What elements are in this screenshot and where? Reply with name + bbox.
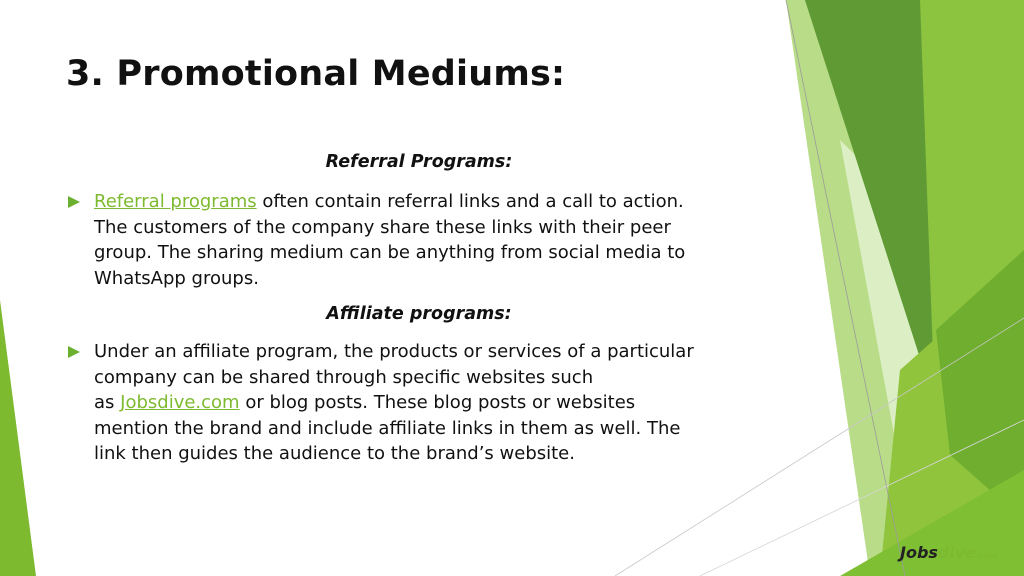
paragraph-line (94, 390, 794, 416)
referral-programs-link[interactable]: Referral programs (94, 191, 257, 212)
affiliate-paragraph (94, 339, 794, 467)
left-green-shape (0, 300, 36, 576)
referral-paragraph (94, 189, 794, 291)
triangle-bullet-icon (66, 194, 82, 210)
paragraph-line: company can be shared through specific websites such (94, 366, 594, 388)
triangle-bullet-icon (66, 344, 82, 360)
paragraph-line: link then guides the audience to the brand’s website. (94, 443, 575, 464)
logo-part-com: .com (976, 551, 998, 560)
slide-title: 3. Promotional Mediums: (66, 54, 566, 94)
paragraph-line: Under an affiliate program, the products or services of a particular (94, 341, 694, 362)
jobsdive-link[interactable]: Jobsdive.com (120, 392, 240, 413)
paragraph-line: group. The sharing medium can be anything from social media to (94, 242, 686, 263)
logo-part-jobs: Jobs (900, 543, 938, 562)
paragraph-line: mention the brand and include affiliate links in them as well. The (94, 417, 681, 439)
paragraph-line: The customers of the company share these links with their peer (94, 216, 671, 238)
section-heading-referral: Referral Programs: (325, 152, 513, 172)
line-text: often contain referral links and a call to action. (256, 191, 684, 212)
line-text: as (94, 392, 121, 413)
logo-part-dive: dive (937, 543, 977, 562)
jobsdive-logo (900, 543, 998, 562)
section-heading-affiliate: Affiliate programs: (326, 304, 512, 324)
paragraph-line (94, 189, 794, 215)
paragraph-line: WhatsApp groups. (94, 267, 259, 289)
line-text: or blog posts. These blog posts or websites (239, 392, 636, 413)
